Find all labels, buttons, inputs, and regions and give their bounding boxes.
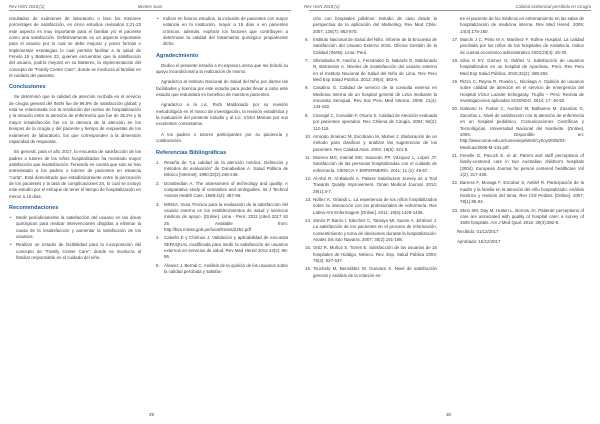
running-header-left: Rev HGN 2018;(1): [9, 4, 45, 9]
reference-item: 15. Ortiz R, Muñoz S, Torres E. Satisfacción de los usuarios de 15 hospitales de Hidalgo, México. Rev. Esp. Salud Pública 2004; 78(4): 527-537.: [313, 245, 437, 264]
reference-item: 18. Silva H EY, Gómez O, Ibáñez V. Satisfacción de usuarios hospitalizados en un hospital de Apurímac, Perú. Rev Peru Med Exp Salud Pública. 2015;32(2): 289-292.: [460, 58, 584, 77]
acknowledgement-paragraph: Agradezco a la Lic. Ruth Maldonado por su revisión metodológica en el marco de investigación, la revisión estadística y la evaluación del presente estudio y al Lic. Víctor Maman por sus excelentes comentarios.: [156, 102, 288, 127]
reference-item: 20. Galeano H, Furlan C, Auchter M, Balbueno M, Zacarías G, Zacarías L. Nivel de satisfacción con la atención de enfermería en un hospital pediátrico. Comunicaciones Científicas y Tecnológicas. Universidad Nacional del Nordeste. [Online]. 2006. Disponible en: http://www.unne.edu.ar/unnevieja/Web/cyt/cyt2006/03-Medicas/2006-M-134.pdf.: [460, 106, 584, 150]
acknowledgements-heading: Agradecimiento: [156, 52, 199, 59]
conclusions-paragraph-1: Se determinó que la calidad de atención recibida en el servicio de cirugía general del INSN fue de 96.8% de satisfacción global; y esta se relacionada con la resolución del motivo de hospitalización y la relación entre la atención de enfermería que fue de 35.2% y la mayor insatisfacción fue en la demora de la atención en los tiempos de la cirugía y del paciente y tiempo de respuestas de los exámenes de laboratorio, los que corresponden a la dimensión capacidad de respuesta.: [9, 94, 141, 144]
page-number: 29: [149, 412, 155, 417]
references-list: [452, 16, 584, 227]
right-column-2: [452, 16, 584, 249]
reference-item-continued: ción con hospitales públicos: Estudio de caso desde la perspectiva de la aplicación del Marketing. Rev Med Chile. 2007; 135(7): 862-870.: [313, 16, 437, 34]
reference-item: 10. Arrondo Jiménez M, Escribano M, Mulner J. Elaboración de un método para clasificar y analizar las sugerencias de los pacientes. Rev Calidad Asist. 2004; 19(5): 321-8.: [313, 134, 437, 153]
reference-item: 14. Simón P, Barrio I, Sánchez C, Tamayo MI, Suess A, Jiménez J. La satisfacción de los pacientes en el proceso de información, consentimiento y toma de decisiones durante la hospitalización. Anales Sis San Navarra. 2007; 30(2):191-198.: [313, 218, 437, 243]
recommendations-list-continued: [156, 16, 288, 48]
reference-item: 8. Casalino G. Calidad de servicio de la consulta externa en Medicina Interna de un hospital general de Lima mediante la encuesta Servqual. Rev Soc Peru Med Interna. 2008; 21(4): 143-152.: [313, 85, 437, 110]
reference-item: 19. Rizzo C, Reyna R, Rosela L, Nicolaga A. Opinión de usuarios sobre calidad de atención en el servicio de emergencia del Hospital Víctor Lazarte Echegaray. Trujillo – Perú. Revista de investigaciones aplicadas SCIENDO. 2014; 17: 46-52.: [460, 79, 584, 104]
conclusions-paragraph-2: En general, para el año 2017, la encuesta de satisfacción de los padres o tutores de los niños hospitalizados ha mostrado mayor satisfacción que insatisfacción. Teniendo en cuenta que solo se han entrevistado a los padres o tutores de pacientes en estancia "corta". Está demostrado que estadísticamente entre la percepción de los pacientes y la tasa de complicaciones 24, lo cual se incluyó este estudio por el enfoque de tener el tiempo de hospitalización en menor a 10 días.: [9, 149, 141, 199]
running-header-left: Rev HGN 2018;(1): [304, 4, 340, 9]
reference-item: 4. Cabello E y Chirinos J. Validación y aplicabilidad de encuesta SERVQUAL modificada para medir la satisfacción de usuarios externos en servicios de salud. Rev Med Hered 2012 23(2): 88-95.: [164, 235, 288, 260]
reference-item: 17. Marchi J C, Pinto M A, Martínez F. Kühne Hospital. La calidad percibida por los niños de los hospitales de Andalucía. Índice de cuenta económico administrativo 2003;23(4): 25-30.: [460, 37, 584, 56]
reference-item: 3. MINSA. Guía Técnica para la evaluación de la satisfacción del usuario externo en los establecimientos de salud y servicios médicos de apoyo. [Online]. Lima - Perú: 2011 [cited 2017 10 25. Available from: http://bvs.minsa.gob.pe/local/minsa/2252.pdf: [164, 202, 288, 234]
reference-item: 21. Fenelle G, Pacuck E, et al. Parent and staff perceptions of family-centered care in two Australian children's hospitals (2004). European Journal for person centered healthcare Vol 1(2): 317-325.: [460, 153, 584, 178]
references-list: [305, 16, 437, 279]
recommendations-heading: Recomendaciones: [9, 204, 59, 211]
approved-date: Aprobado: 15/12/2017: [457, 239, 501, 244]
received-date: Recibido: 01/12/2017: [457, 228, 499, 234]
reference-item: 5. Álvarez J, Bernal C. Análisis de la opinión de los usuarios sobre la calidad percibida y satisfac-: [164, 263, 288, 276]
right-column-1: [305, 16, 437, 281]
page-number: 30: [446, 412, 452, 417]
reference-item: 23. Stein SM, Day M, Hutten L, Borrow JA. Patients' perceptions of care are associated with quality of hospital care: a survey of 4605 hospitals. Am J Med Qual. 2015; 30(4):382-8.: [460, 208, 584, 227]
conclusions-heading: Conclusiones: [9, 84, 46, 91]
reference-item-continued: tre el paciente de los médicos en entrenamiento en las salas de hospitalización de medicina interna. Rev Med Hered. 2009; 14(4):175-180.: [460, 16, 584, 34]
reference-item: 16. Tsuchido M, Bernáldez M, Guevara X. Nivel de satisfacción general y análisis de la relación en-: [313, 266, 437, 279]
reference-item: 9. Carvajal C, Corvalán F, Osorio S. Calidad de Atención evaluada por pacientes operados. Rev Chilena de Cirugía. 2004; 56(2): 112-116.: [313, 113, 437, 132]
references-list: [156, 160, 288, 276]
reference-item: 6. Instituto Nacional de Salud del Niño. Informe de la Encuesta de Satisfacción del Usuario Externo 2016. Oficina Gestión de la Calidad (INSN). Lima: Perú.: [313, 37, 437, 56]
header-rule: [9, 10, 291, 11]
reference-item: 12. Al-Abri R, Al-Balushi A. Patient Satisfaction Survey as a Tool Towards Quality Improvement. Oman Medical Journal. 2014; 29(1):3-7.: [313, 176, 437, 195]
reference-item: 2. Donabedian A. The assessment of technology and quality: A comparative study of certainties and ambiguities. Int J Technol Assess Health Care. 1988;4(4): 487-96.: [164, 181, 288, 200]
running-header-author: Montes Juan: [137, 4, 163, 9]
reference-item: 11. Moreno MG, Interial MG, Saucedo PP, Vázquez L, López JT. Satisfacción de las personas hospitalizadas con el cuidado de enfermería. CIENCIA Y ENFERMERÍA. 2011; 11 (1): 49-57.: [313, 155, 437, 174]
reference-item: 22. Barrera F, Moraga F, Escobar S, Antilef R. Participación de la madre y la familia en la atención del niño hospitalizado: Análisis histórico y revisión del tema. Rev Chil Pediatr. [Online]. 2007; 78(1):85-94.: [460, 180, 584, 205]
right-page: [300, 0, 600, 424]
recommendations-list: [9, 215, 141, 261]
running-header-title: Calidad asistencial percibida en Cirugía: [515, 4, 591, 9]
left-column-1: [9, 16, 141, 265]
intro-paragraph: resultados de exámenes de laboratorio o bien los menores porcentajes de satisfacción, en cinco estudios revisados 2,21-23 este aspecto es muy importante para el familiar y/o el paciente como una satisfacción. Definitivamente es un aspecto importante para el usuario por lo cual se debe mejorar y poner formas e implementar estrategias lo cual permita facilitar a la salud de Fenelo 15 y Batteres 23, quienes encuentran que la satisfacción del usuario, podría mejorar en su Batteres, la implementación del concepto de "Family Center Care", donde se involucra al familiar en el cuidado del paciente.: [9, 16, 141, 79]
left-column-2: [156, 16, 288, 277]
recommendation-item: • Realizar un estudio de factibilidad para la incorporación del concepto de "Family Center Care", donde se involucra al familiar responsable en el cuidado del niño.: [16, 242, 141, 261]
reference-item: 7. Shimabuku R, Huicho L, Fernández D, Nakachi G, Maldonado R, Barrientos A. Niveles de insatisfacción del usuario externo en el Instituto Nacional de Salud del Niño de Lima. Rev Peru Med Exp Salud Publica. 2012; 29(4): 483-9.: [313, 58, 437, 83]
recommendation-item: • Indicar en futuros estudios, la inclusión de pacientes con mayor estancia en la institución, mayor a 15 días o en pacientes crónicos, además, explorar los factores que contribuyen a determinar la calidad del tratamiento quirúrgico propiamente dicho.: [163, 16, 288, 48]
recommendation-item: • Medir periódicamente la satisfacción del usuario en las áreas quirúrgicas para realizar intervenciones dirigidas a eliminar la causa de la insatisfacción y aumentar la satisfacción de los usuarios.: [16, 215, 141, 240]
reference-item: 13. Núñez K, Orlandi L. La experiencia de los niños hospitalizados sobre su interacción con los profesionales de enfermería. Rev Latino-Am Enfermagem [Online]. 2011; 19(6):1429-1436.: [313, 197, 437, 216]
references-heading: Referencias Bibliográficas: [156, 149, 227, 156]
header-rule: [309, 10, 591, 11]
acknowledgement-paragraph: A los padres o tutores participantes por su paciencia y colaboración.: [156, 131, 288, 144]
reference-item: 1. Reseña de "La calidad de la atención médica. Definición y métodos de evaluación" de Donabedian A. Salud Pública de México [Internet]. 1990;32(2):248-249.: [164, 160, 288, 179]
acknowledgement-paragraph: Agradezco al Instituto Nacional de Salud del Niño por darme las facilidades y licencia por este estudio para poder llevar a cabo este estudio que redundará en beneficio de nuestros pacientes.: [156, 79, 288, 98]
acknowledgement-paragraph: Dedico el presente estudio a mi esposa Lorena que me brindó su apoyo incondicional a la realización de mismo.: [156, 62, 288, 75]
